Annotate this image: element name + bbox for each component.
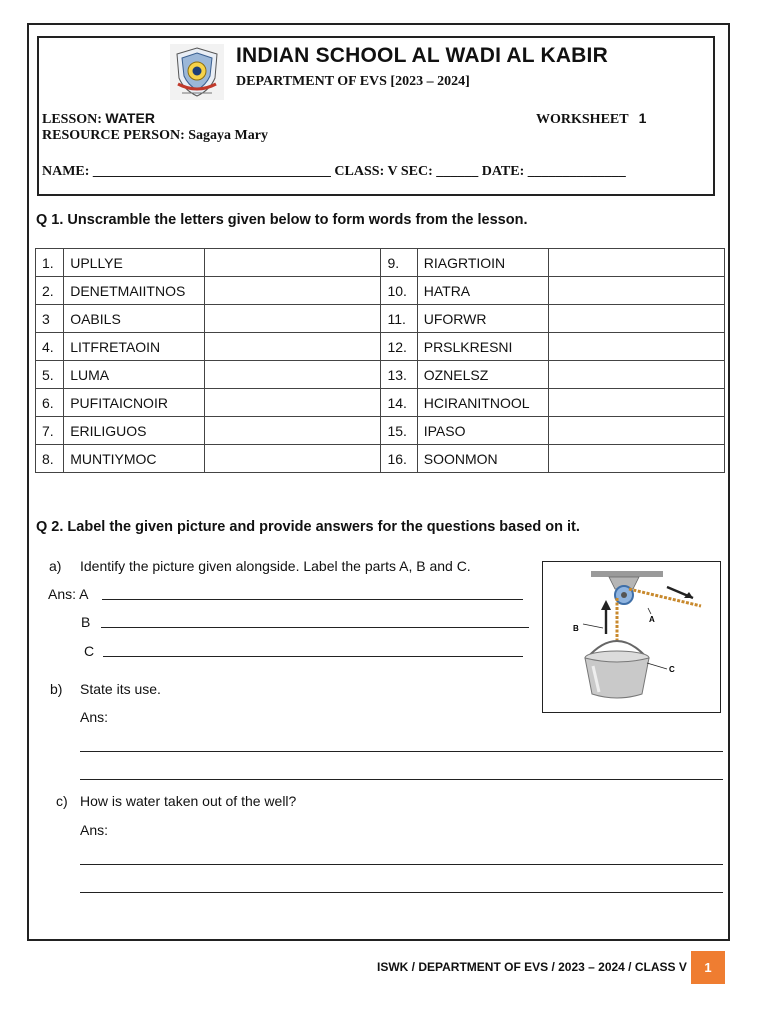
row-number-right: 12. [381,333,417,361]
row-number-left: 1. [36,249,64,277]
q1-title: Q 1. Unscramble the letters given below to form words from the lesson. [36,212,528,228]
scrambled-word-left: MUNTIYMOC [64,445,205,473]
page-number-badge: 1 [691,951,725,984]
label-b: B [81,614,91,630]
label-b-line [583,624,603,628]
q2a-marker: a) [49,558,62,574]
row-number-right: 11. [381,305,417,333]
scrambled-word-right: OZNELSZ [417,361,548,389]
answer-line-b2[interactable] [80,779,723,780]
row-number-left: 6. [36,389,64,417]
lift-arrowhead [601,600,611,610]
q2b-ans-label: Ans: [80,709,109,725]
answer-cell-left[interactable] [205,361,381,389]
answer-line-c2[interactable] [80,892,723,893]
school-name: INDIAN SCHOOL AL WADI AL KABIR [236,44,608,67]
table-row [36,277,725,305]
label-a-line [648,608,651,614]
ans-a-label: Ans: A [48,586,89,602]
q2-title: Q 2. Label the given picture and provide answers for the questions based on it. [36,519,580,535]
row-number-left: 8. [36,445,64,473]
answer-line-c[interactable] [103,656,523,657]
department-title: DEPARTMENT OF EVS [2023 – 2024] [236,74,470,89]
row-number-left: 7. [36,417,64,445]
answer-cell-left[interactable] [205,389,381,417]
scrambled-word-right: IPASO [417,417,548,445]
scrambled-word-right: PRSLKRESNI [417,333,548,361]
label-c: C [84,643,95,659]
unscramble-table [35,248,725,473]
scrambled-word-right: SOONMON [417,445,548,473]
scrambled-word-right: RIAGRTIOIN [417,249,548,277]
resource-person: RESOURCE PERSON: Sagaya Mary [42,128,268,143]
answer-cell-right[interactable] [548,389,724,417]
answer-cell-right[interactable] [548,305,724,333]
scrambled-word-right: HCIRANITNOOL [417,389,548,417]
answer-cell-right[interactable] [548,417,724,445]
answer-cell-right[interactable] [548,333,724,361]
q2c-ans-label: Ans: [80,822,109,838]
answer-cell-left[interactable] [205,249,381,277]
answer-line-a[interactable] [102,599,523,600]
answer-cell-right[interactable] [548,249,724,277]
picture-label-b: B [573,624,579,633]
name-class-date-line: NAME: __________________________________ CLASS: V SEC: ______ DATE: ______________ [42,164,626,179]
answer-cell-left[interactable] [205,445,381,473]
pulley-beam [591,571,663,577]
answer-cell-left[interactable] [205,417,381,445]
scrambled-word-left: LITFRETAOIN [64,333,205,361]
answer-cell-right[interactable] [548,361,724,389]
lesson-label: LESSON: [42,112,106,127]
scrambled-word-left: ERILIGUOS [64,417,205,445]
worksheet-label: WORKSHEET [536,112,629,127]
q2c-marker: c) [56,793,68,809]
scrambled-word-left: DENETMAIITNOS [64,277,205,305]
pulley-axle [621,592,627,598]
pulley-picture-frame [542,561,721,713]
q2a-text: Identify the picture given alongside. Label the parts A, B and C. [80,558,471,574]
scrambled-word-left: UPLLYE [64,249,205,277]
picture-label-c: C [669,665,675,674]
answer-line-b[interactable] [101,627,529,628]
table-row [36,249,725,277]
table-row [36,333,725,361]
lesson-line [42,110,155,128]
answer-cell-right[interactable] [548,277,724,305]
table-row [36,445,725,473]
answer-cell-left[interactable] [205,305,381,333]
row-number-left: 3 [36,305,64,333]
worksheet-label-line [536,110,646,128]
school-logo [170,44,224,100]
answer-cell-left[interactable] [205,333,381,361]
q2b-text: State its use. [80,681,161,697]
table-row [36,389,725,417]
q2c-text: How is water taken out of the well? [80,793,297,809]
q2b-marker: b) [50,681,63,697]
answer-line-b1[interactable] [80,751,723,752]
row-number-left: 5. [36,361,64,389]
table-row [36,305,725,333]
answer-cell-left[interactable] [205,277,381,305]
scrambled-word-right: UFORWR [417,305,548,333]
row-number-right: 13. [381,361,417,389]
worksheet-number: 1 [638,110,647,126]
row-number-left: 4. [36,333,64,361]
label-c-line [647,663,667,669]
answer-cell-right[interactable] [548,445,724,473]
picture-label-a: A [649,615,655,624]
scrambled-word-right: HATRA [417,277,548,305]
table-row [36,361,725,389]
row-number-left: 2. [36,277,64,305]
lesson-value: WATER [105,110,155,126]
pulley-bucket-illustration [543,562,719,711]
row-number-right: 9. [381,249,417,277]
table-row [36,417,725,445]
scrambled-word-left: OABILS [64,305,205,333]
row-number-right: 10. [381,277,417,305]
footer-text: ISWK / DEPARTMENT OF EVS / 2023 – 2024 / CLASS V [377,960,687,974]
row-number-right: 14. [381,389,417,417]
scrambled-word-left: PUFITAICNOIR [64,389,205,417]
row-number-right: 15. [381,417,417,445]
answer-line-c1[interactable] [80,864,723,865]
scrambled-word-left: LUMA [64,361,205,389]
row-number-right: 16. [381,445,417,473]
